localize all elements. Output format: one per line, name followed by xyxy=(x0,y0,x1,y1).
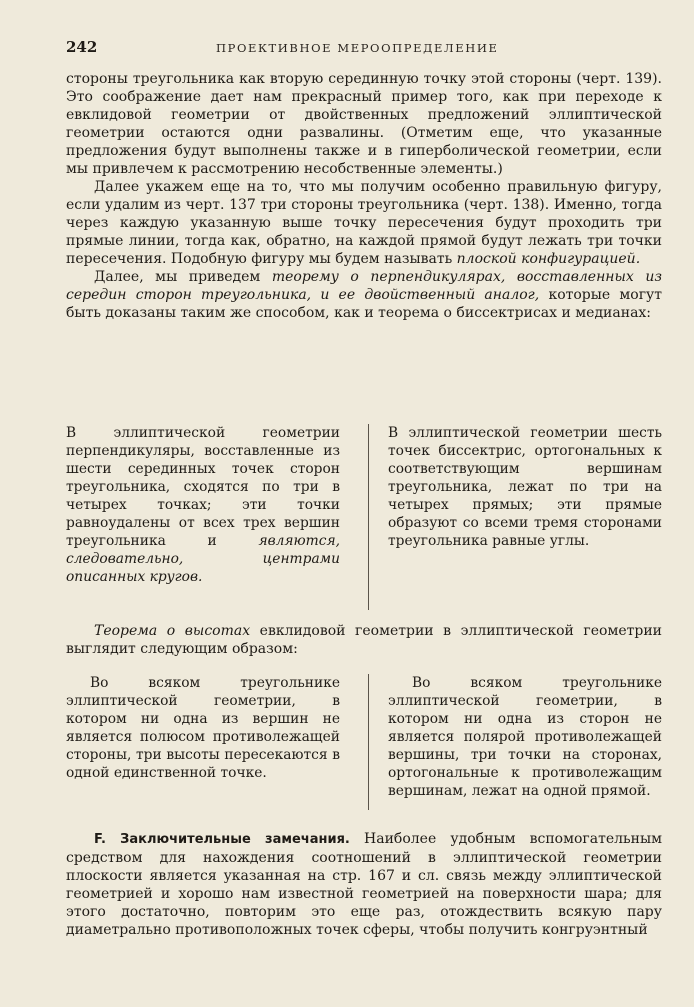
dual-altitudes-theorem: Во всяком треугольнике эллиптической геометрии, в котором ни одна из сторон не является полярой противолежащей вершины, три точки на сторонах, ортогональные к противолежащим вершинам, лежат на одной прямой. xyxy=(388,675,662,799)
paragraph-3-end: которые могут быть доказаны таким же способом, как и теорема о биссектрисах и медианах: xyxy=(66,287,663,321)
perpendiculars-theorem xyxy=(66,424,340,586)
paragraph-1: стороны треугольника как вторую серединную точку этой стороны (черт. 139). Это соображение дает нам прекрасный пример того, как при переходе к евклидовой геометрии от двойственных предложений эллиптической геометрии остаются одни развалины. (Отметим еще, что указанные предложения будут выполнены также и в гиперболической геометрии, если мы привлечем к рассмотрению несобственные элементы.) xyxy=(66,71,662,177)
main-text xyxy=(66,70,662,322)
column-divider-2 xyxy=(368,674,369,810)
section-f-heading: F. Заключительные замечания. xyxy=(94,832,350,847)
paragraph-3-start: Далее, мы приведем xyxy=(94,269,261,285)
section-f-paragraph xyxy=(66,830,662,939)
altitudes-theorem-title: Теорема о высотах xyxy=(94,623,251,639)
page-header xyxy=(66,38,660,58)
altitudes-paragraph xyxy=(66,622,662,658)
perpendiculars-italic: являются, следовательно, центрами описанных кругов. xyxy=(66,533,340,585)
section-f-text: Наиболее удобным вспомогательным средством для нахождения соотношений в эллиптической геометрии плоскости является указанная на стр. 167 и сл. связь между эллиптической геометрией и хорошо нам известной геометрией на поверхности шара; для этого достаточно, повторим это еще раз, отождествить всякую пару диаметрально противоположных точек сферы, чтобы получить конгруэнтный xyxy=(66,831,663,938)
paragraph-2-italic: плоской конфигурацией. xyxy=(456,251,641,267)
paragraph-2 xyxy=(66,178,662,268)
paragraph-2-text: Далее укажем еще на то, что мы получим особенно правильную фигуру, если удалим из черт. 137 три стороны треугольника (черт. 138). Именно, тогда через каждую указанную выше точку пересечения будут проходить три прямые линии, тогда как, обратно, на каждой прямой будут лежать три точки пересечения. Подобную фигуру мы будем называть xyxy=(66,179,662,267)
column-divider xyxy=(368,424,369,610)
bisectors-theorem: В эллиптической геометрии шесть точек биссектрис, ортогональных к соответствующим вершинам треугольника, лежат по три на четырех прямых; эти прямые образуют со всеми тремя сторонами треугольника равные углы. xyxy=(388,425,662,549)
paragraph-3 xyxy=(66,268,662,322)
page-number: 242 xyxy=(66,38,98,56)
theorem-pair-2 xyxy=(66,674,662,814)
running-title: ПРОЕКТИВНОЕ МЕРООПРЕДЕЛЕНИЕ xyxy=(216,41,499,55)
altitudes-theorem: Во всяком треугольнике эллиптической геометрии, в котором ни одна из вершин не является полюсом противолежащей стороны, три высоты пересекаются в одной единственной точке. xyxy=(66,675,340,781)
altitudes-intro xyxy=(66,622,662,658)
altitudes-text: евклидовой геометрии в эллиптической геометрии выглядит следующим образом: xyxy=(66,623,662,657)
paragraph-3-italic: теорему о перпендикулярах, восставленных из середин сторон треугольника, и ее двойственный аналог, xyxy=(66,269,662,303)
perpendiculars-text: В эллиптической геометрии перпендикуляры, восставленные из шести серединных точек сторон треугольника, сходятся по три в четырех точках; эти точки равноудалены от всех трех вершин треугольника и xyxy=(66,425,340,549)
theorem-pair-1 xyxy=(66,424,662,614)
section-f xyxy=(66,830,662,939)
